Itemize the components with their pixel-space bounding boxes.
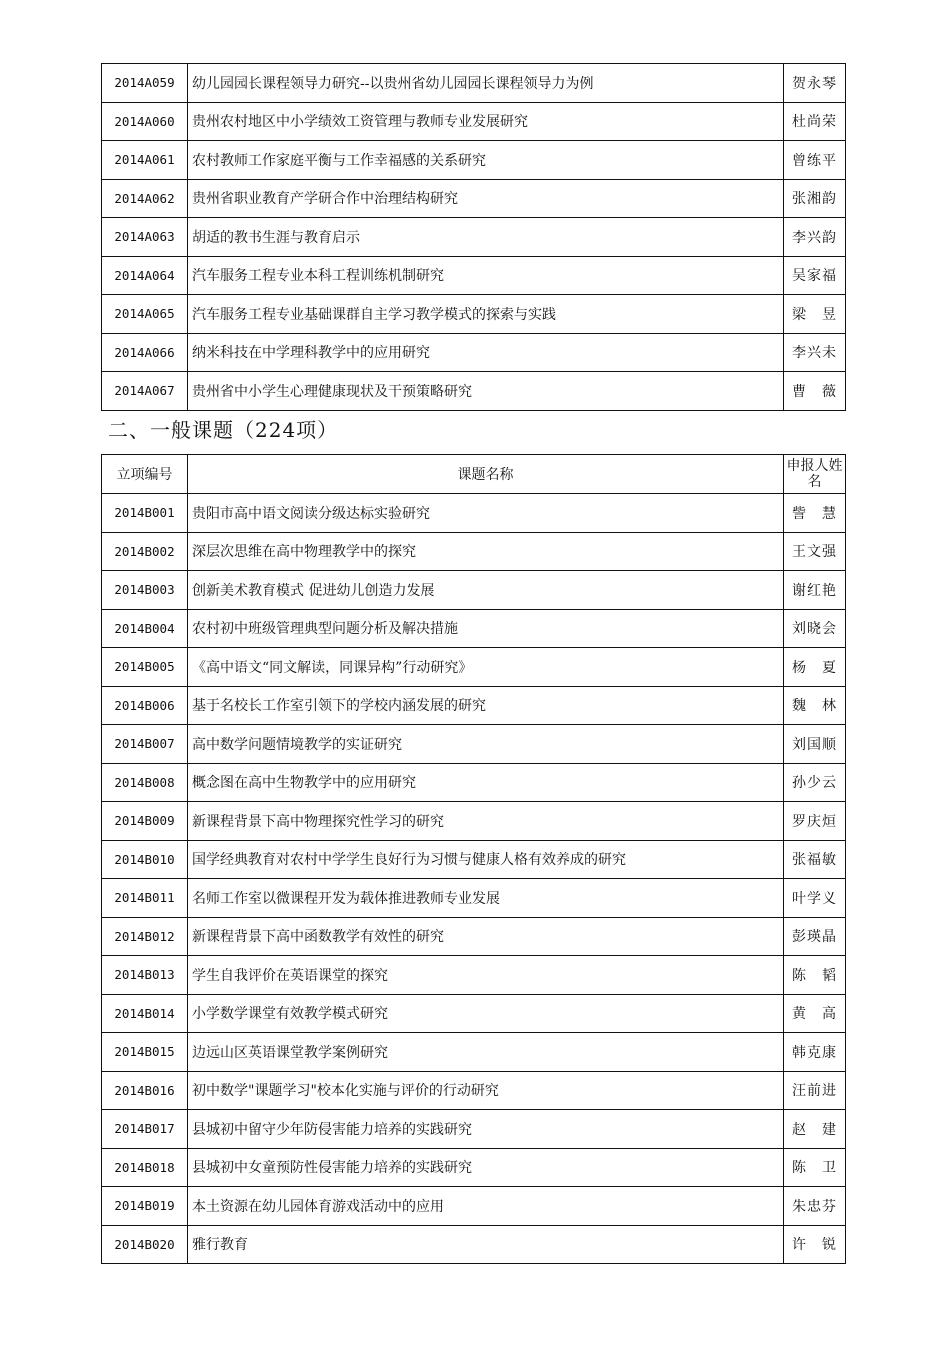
project-title-cell: 县城初中留守少年防侵害能力培养的实践研究 xyxy=(188,1110,784,1149)
table-row xyxy=(102,1148,846,1187)
project-title-cell: 基于名校长工作室引领下的学校内涵发展的研究 xyxy=(188,686,784,725)
project-id-cell: 2014B008 xyxy=(102,763,188,802)
project-title-cell: 深层次思维在高中物理教学中的探究 xyxy=(188,532,784,571)
applicant-name-cell: 曹 薇 xyxy=(784,372,846,411)
applicant-name-cell: 谢红艳 xyxy=(784,571,846,610)
applicant-name-cell: 汪前进 xyxy=(784,1071,846,1110)
project-id-cell: 2014B002 xyxy=(102,532,188,571)
applicant-name-cell: 刘国顺 xyxy=(784,725,846,764)
project-title-cell: 县城初中女童预防性侵害能力培养的实践研究 xyxy=(188,1148,784,1187)
project-id-cell: 2014B011 xyxy=(102,879,188,918)
project-title-cell: 幼儿园园长课程领导力研究--以贵州省幼儿园园长课程领导力为例 xyxy=(188,64,784,103)
table-row xyxy=(102,494,846,533)
applicant-name-cell: 赵 建 xyxy=(784,1110,846,1149)
project-title-cell: 农村教师工作家庭平衡与工作幸福感的关系研究 xyxy=(188,141,784,180)
table-row xyxy=(102,333,846,372)
general-projects-table xyxy=(101,454,846,1264)
applicant-name-cell: 李兴未 xyxy=(784,333,846,372)
project-id-cell: 2014B006 xyxy=(102,686,188,725)
applicant-name-cell: 叶学义 xyxy=(784,879,846,918)
table-row xyxy=(102,102,846,141)
project-id-cell: 2014B018 xyxy=(102,1148,188,1187)
applicant-name-cell: 陈 卫 xyxy=(784,1148,846,1187)
project-id-cell: 2014B016 xyxy=(102,1071,188,1110)
table-row xyxy=(102,372,846,411)
project-title-cell: 贵州省中小学生心理健康现状及干预策略研究 xyxy=(188,372,784,411)
project-title-cell: 初中数学"课题学习"校本化实施与评价的行动研究 xyxy=(188,1071,784,1110)
applicant-name-cell: 罗庆烜 xyxy=(784,802,846,841)
project-id-cell: 2014A060 xyxy=(102,102,188,141)
project-id-cell: 2014A059 xyxy=(102,64,188,103)
project-title-cell: 汽车服务工程专业本科工程训练机制研究 xyxy=(188,256,784,295)
project-id-cell: 2014A063 xyxy=(102,218,188,257)
table-row xyxy=(102,1110,846,1149)
project-title-cell: 新课程背景下高中物理探究性学习的研究 xyxy=(188,802,784,841)
applicant-name-cell: 孙少云 xyxy=(784,763,846,802)
table-row xyxy=(102,64,846,103)
project-title-cell: 小学数学课堂有效教学模式研究 xyxy=(188,994,784,1033)
general-projects-table-body xyxy=(102,494,846,1264)
table-row xyxy=(102,141,846,180)
project-id-cell: 2014B009 xyxy=(102,802,188,841)
project-title-cell: 胡适的教书生涯与教育启示 xyxy=(188,218,784,257)
header-project-id: 立项编号 xyxy=(102,455,188,494)
table-row xyxy=(102,956,846,995)
project-title-cell: 学生自我评价在英语课堂的探究 xyxy=(188,956,784,995)
project-title-cell: 本土资源在幼儿园体育游戏活动中的应用 xyxy=(188,1187,784,1226)
table-row xyxy=(102,840,846,879)
table-row xyxy=(102,1225,846,1264)
project-title-cell: 新课程背景下高中函数教学有效性的研究 xyxy=(188,917,784,956)
applicant-name-cell: 梁 昱 xyxy=(784,295,846,334)
table-row xyxy=(102,648,846,687)
applicant-name-cell: 吴家福 xyxy=(784,256,846,295)
project-id-cell: 2014A064 xyxy=(102,256,188,295)
project-title-cell: 贵州省职业教育产学研合作中治理结构研究 xyxy=(188,179,784,218)
applicant-name-cell: 訾 慧 xyxy=(784,494,846,533)
section-heading: 二、一般课题（224项） xyxy=(108,418,339,442)
table-row xyxy=(102,917,846,956)
project-title-cell: 纳米科技在中学理科教学中的应用研究 xyxy=(188,333,784,372)
project-id-cell: 2014B005 xyxy=(102,648,188,687)
project-title-cell: 高中数学问题情境教学的实证研究 xyxy=(188,725,784,764)
project-title-cell: 农村初中班级管理典型问题分析及解决措施 xyxy=(188,609,784,648)
applicant-name-cell: 杜尚荣 xyxy=(784,102,846,141)
applicant-name-cell: 魏 林 xyxy=(784,686,846,725)
table-row xyxy=(102,994,846,1033)
project-id-cell: 2014A065 xyxy=(102,295,188,334)
table-row xyxy=(102,686,846,725)
table-row xyxy=(102,571,846,610)
applicant-name-cell: 朱忠芬 xyxy=(784,1187,846,1226)
project-title-cell: 边远山区英语课堂教学案例研究 xyxy=(188,1033,784,1072)
project-id-cell: 2014B014 xyxy=(102,994,188,1033)
project-id-cell: 2014B004 xyxy=(102,609,188,648)
applicant-name-cell: 黄 高 xyxy=(784,994,846,1033)
header-project-title: 课题名称 xyxy=(188,455,784,494)
project-title-cell: 名师工作室以微课程开发为载体推进教师专业发展 xyxy=(188,879,784,918)
project-id-cell: 2014B012 xyxy=(102,917,188,956)
applicant-name-cell: 张湘韵 xyxy=(784,179,846,218)
applicant-name-cell: 刘晓会 xyxy=(784,609,846,648)
table-row xyxy=(102,763,846,802)
table-row xyxy=(102,256,846,295)
project-title-cell: 汽车服务工程专业基础课群自主学习教学模式的探索与实践 xyxy=(188,295,784,334)
table-row xyxy=(102,1071,846,1110)
project-id-cell: 2014B015 xyxy=(102,1033,188,1072)
table-row xyxy=(102,179,846,218)
project-id-cell: 2014A061 xyxy=(102,141,188,180)
applicant-name-cell: 陈 韬 xyxy=(784,956,846,995)
project-title-cell: 贵州农村地区中小学绩效工资管理与教师专业发展研究 xyxy=(188,102,784,141)
project-id-cell: 2014B013 xyxy=(102,956,188,995)
applicant-name-cell: 曾练平 xyxy=(784,141,846,180)
table-row xyxy=(102,609,846,648)
applicant-name-cell: 许 锐 xyxy=(784,1225,846,1264)
project-title-cell: 雅行教育 xyxy=(188,1225,784,1264)
header-applicant-name: 申报人姓名 xyxy=(784,455,846,494)
project-title-cell: 概念图在高中生物教学中的应用研究 xyxy=(188,763,784,802)
project-id-cell: 2014B019 xyxy=(102,1187,188,1226)
project-title-cell: 创新美术教育模式 促进幼儿创造力发展 xyxy=(188,571,784,610)
applicant-name-cell: 王文强 xyxy=(784,532,846,571)
key-projects-table-body xyxy=(102,64,846,411)
applicant-name-cell: 李兴韵 xyxy=(784,218,846,257)
project-id-cell: 2014A062 xyxy=(102,179,188,218)
project-id-cell: 2014B003 xyxy=(102,571,188,610)
table-row xyxy=(102,295,846,334)
key-projects-table xyxy=(101,63,846,411)
project-id-cell: 2014B007 xyxy=(102,725,188,764)
project-id-cell: 2014A066 xyxy=(102,333,188,372)
table-row xyxy=(102,879,846,918)
applicant-name-cell: 贺永琴 xyxy=(784,64,846,103)
table-row xyxy=(102,1033,846,1072)
table-row xyxy=(102,802,846,841)
project-id-cell: 2014B017 xyxy=(102,1110,188,1149)
project-id-cell: 2014A067 xyxy=(102,372,188,411)
table-row xyxy=(102,1187,846,1226)
applicant-name-cell: 彭瑛晶 xyxy=(784,917,846,956)
applicant-name-cell: 张福敏 xyxy=(784,840,846,879)
applicant-name-cell: 韩克康 xyxy=(784,1033,846,1072)
project-title-cell: 国学经典教育对农村中学学生良好行为习惯与健康人格有效养成的研究 xyxy=(188,840,784,879)
project-title-cell: 《高中语文“同文解读，同课异构”行动研究》 xyxy=(188,648,784,687)
project-id-cell: 2014B001 xyxy=(102,494,188,533)
table-row xyxy=(102,532,846,571)
project-title-cell: 贵阳市高中语文阅读分级达标实验研究 xyxy=(188,494,784,533)
table-row xyxy=(102,725,846,764)
table-row xyxy=(102,218,846,257)
project-id-cell: 2014B020 xyxy=(102,1225,188,1264)
project-id-cell: 2014B010 xyxy=(102,840,188,879)
applicant-name-cell: 杨 夏 xyxy=(784,648,846,687)
table-header-row xyxy=(102,455,846,494)
